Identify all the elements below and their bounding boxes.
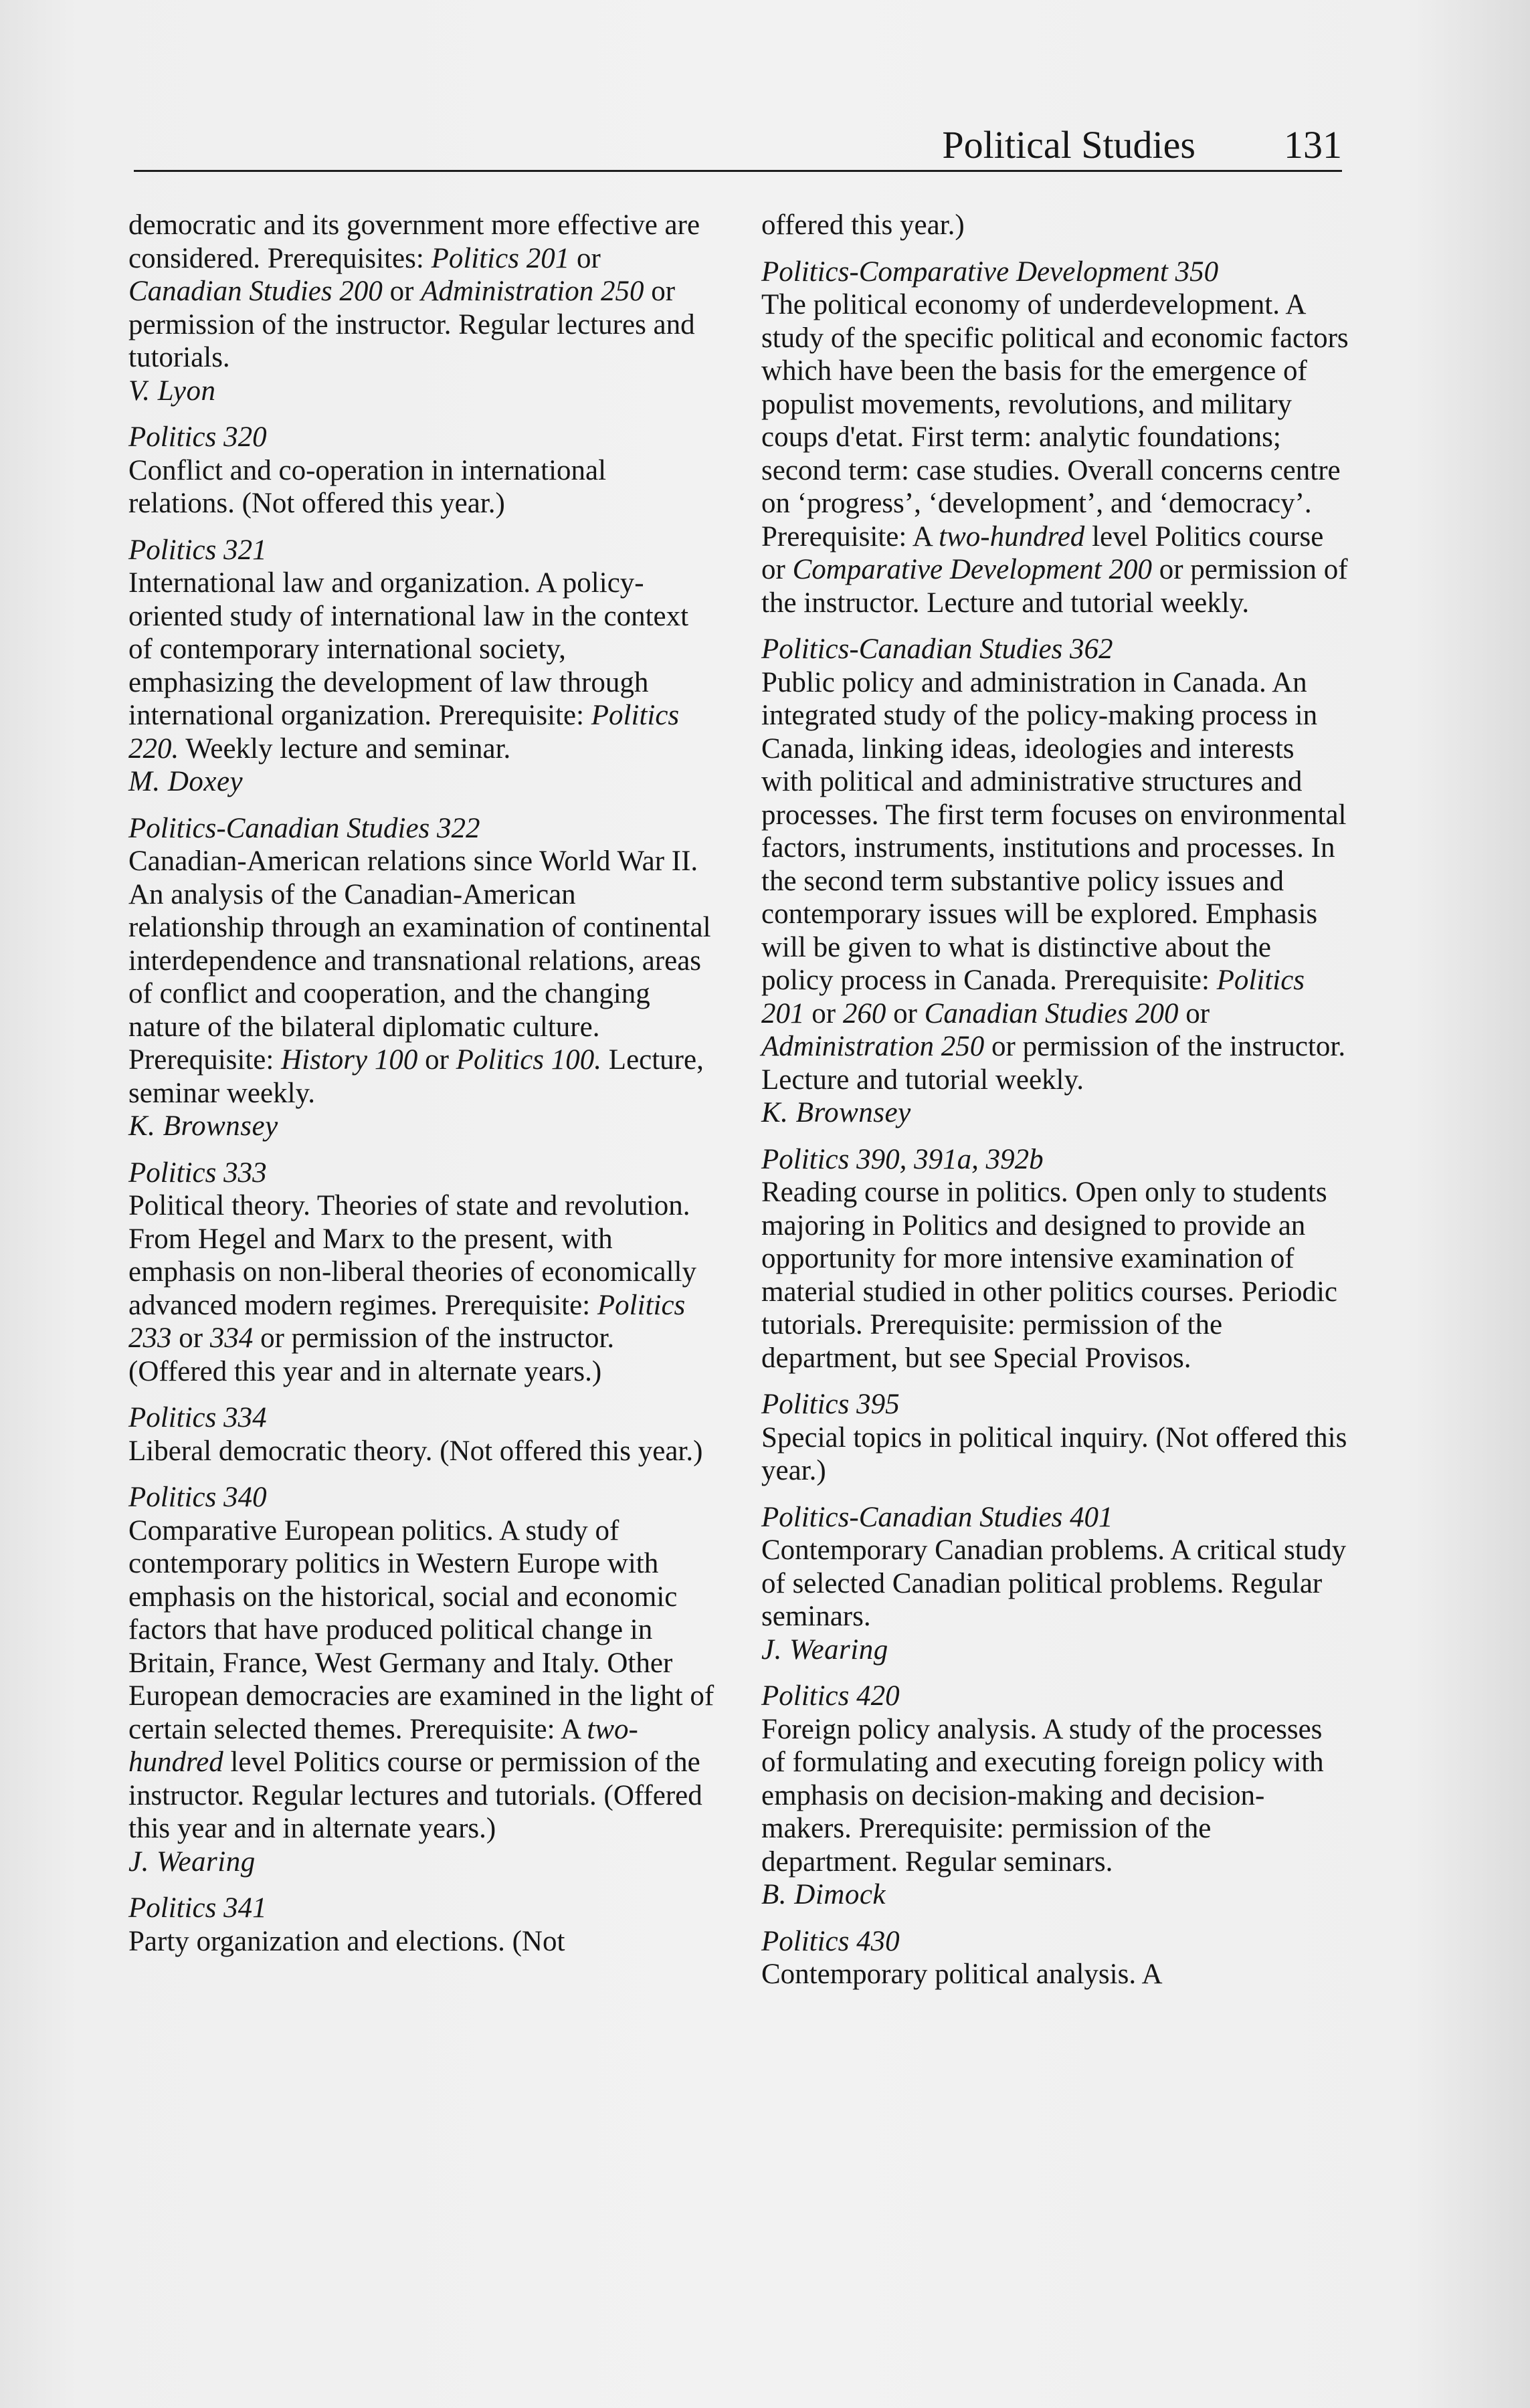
description-text: Conflict and co-operation in international relations. (Not offered this year.): [128, 454, 607, 519]
course-entry-continuation: [128, 209, 717, 407]
course-description: [128, 845, 717, 1110]
description-text: Comparative European politics. A study of contemporary politics in Western Europe with emphasis on the historical, social and economic factors that have produced political change in Britain, France, West Germany and Italy. Other European democracies are examined in the light of certain selected themes. Prerequisite: A: [128, 1514, 714, 1745]
description-text: Special topics in political inquiry. (Not offered this year.): [761, 1421, 1347, 1486]
course-reference: two-hundred: [939, 520, 1085, 553]
description-text: Liberal democratic theory. (Not offered this year.): [128, 1435, 703, 1467]
header-rule: [134, 170, 1342, 172]
course-reference: Politics 201: [761, 965, 1305, 1029]
description-text: Lecture, seminar weekly.: [128, 1044, 704, 1109]
description-text: or: [171, 1322, 210, 1354]
course-description: [761, 1534, 1350, 1633]
course-reference: Politics 201: [431, 242, 570, 274]
course-title: Politics-Canadian Studies 322: [128, 812, 480, 844]
description-text: Reading course in politics. Open only to students majoring in Politics and designed to provide an opportunity for more intensive examination of material studied in other politics courses. Periodic tutorials. Prerequisite: permission of the department, but see Special Provisos.: [761, 1177, 1337, 1374]
page-header: [134, 112, 1342, 165]
course-entry: [128, 1401, 717, 1468]
course-entry: [761, 1501, 1350, 1667]
description-text: Contemporary political analysis. A: [761, 1959, 1163, 1990]
description-text: or: [417, 1044, 456, 1076]
course-title: Politics 334: [128, 1402, 267, 1433]
running-title: Political Studies: [942, 123, 1196, 167]
description-text: level Politics course or permission of the instructor. Regular lectures and tutorials. (Offered this year and in alternate years.): [128, 1746, 702, 1844]
description-text: Weekly lecture and seminar.: [179, 732, 511, 765]
course-title: Politics-Canadian Studies 401: [761, 1501, 1113, 1533]
description-text: Public policy and administration in Canada. An integrated study of the policy-making process in Canada, linking ideas, ideologies and interests with political and administrative structures and processes. The first term focuses on environmental factors, instruments, institutions and processes. In the second term substantive policy issues and contemporary issues will be explored. Emphasis will be given to what is distinctive about the policy process in Canada. Prerequisite:: [761, 666, 1347, 996]
course-entry: [128, 421, 717, 520]
course-title: Politics-Comparative Development 350: [761, 256, 1219, 288]
course-description: [761, 1176, 1350, 1375]
course-title: Politics 390, 391a, 392b: [761, 1143, 1044, 1175]
course-title: Politics 321: [128, 534, 267, 566]
description-text: offered this year.): [761, 209, 965, 241]
course-reference: 334: [209, 1322, 254, 1354]
course-description: [761, 288, 1350, 619]
course-entry: [128, 1157, 717, 1389]
description-text: democratic and its government more effective are considered. Prerequisites:: [128, 209, 700, 274]
description-text: or permission of the instructor. (Offered this year and in alternate years.): [128, 1322, 615, 1387]
course-description: [761, 1958, 1350, 1991]
description-text: or: [382, 276, 421, 307]
description-text: Canadian-American relations since World War II. An analysis of the Canadian-American relationship through an examination of continental interdependence and transnational relations, areas of conflict and cooperation, and the changing nature of the bilateral diplomatic culture. Prerequisite:: [128, 845, 711, 1076]
description-text: or: [886, 997, 925, 1029]
left-column: [128, 209, 717, 1971]
course-description: [761, 666, 1350, 1097]
course-description: [128, 1435, 717, 1468]
description-text: or: [569, 242, 601, 274]
course-reference: History 100: [281, 1044, 418, 1076]
course-entry-continuation: [761, 209, 1350, 242]
course-description: [128, 567, 717, 765]
course-description: [128, 454, 717, 520]
description-text: Contemporary Canadian problems. A critical study of selected Canadian political problems. Regular seminars.: [761, 1534, 1347, 1632]
description-text: or: [804, 997, 843, 1029]
course-description: [761, 1421, 1350, 1488]
course-instructor: M. Doxey: [128, 766, 244, 797]
course-description: [128, 1189, 717, 1388]
course-instructor: K. Brownsey: [761, 1097, 911, 1128]
course-instructor: J. Wearing: [761, 1633, 888, 1666]
description-text: International law and organization. A policy-oriented study of international law in the context of contemporary international society, emphasizing the development of law through international organization. Prerequisite:: [128, 567, 689, 731]
course-title: Politics 333: [128, 1157, 267, 1189]
course-entry: [128, 812, 717, 1143]
course-title: Politics 420: [761, 1680, 900, 1712]
course-title: Politics 340: [128, 1482, 267, 1513]
course-description: [128, 209, 717, 375]
course-reference: Politics 100.: [456, 1044, 602, 1076]
course-entry: [761, 1680, 1350, 1912]
description-text: or permission of the instructor. Lecture and tutorial weekly.: [761, 554, 1348, 619]
course-entry: [128, 1892, 717, 1958]
course-title: Politics 430: [761, 1925, 900, 1957]
description-text: Political theory. Theories of state and revolution. From Hegel and Marx to the present, with emphasis on non-liberal theories of economically advanced modern regimes. Prerequisite:: [128, 1190, 696, 1321]
description-text: The political economy of underdevelopment. A study of the specific political and economic factors which have been the basis for the emergence of populist movements, revolutions, and military coups d'etat. First term: analytic foundations; second term: case studies. Overall concerns centre on ‘progress’, ‘development’, and ‘democracy’. Prerequisite: A: [761, 289, 1349, 553]
course-reference: Politics 220.: [128, 700, 680, 765]
course-title: Politics 341: [128, 1892, 267, 1924]
course-description: [128, 1925, 717, 1959]
course-entry: [128, 534, 717, 799]
description-text: or permission of the instructor. Lecture and tutorial weekly.: [761, 1031, 1346, 1096]
course-description: [761, 1713, 1350, 1879]
course-reference: Politics 233: [128, 1289, 686, 1354]
course-title: Politics 395: [761, 1389, 900, 1420]
course-description: [128, 1514, 717, 1845]
page-number: 131: [1284, 123, 1342, 167]
course-reference: Canadian Studies 200: [128, 276, 383, 307]
course-title: Politics 320: [128, 421, 267, 453]
course-entry: [761, 1143, 1350, 1375]
course-entry: [128, 1481, 717, 1878]
course-instructor: V. Lyon: [128, 375, 216, 407]
course-reference: Canadian Studies 200: [924, 997, 1179, 1029]
description-text: Party organization and elections. (Not: [128, 1925, 565, 1957]
description-text: or: [1178, 997, 1210, 1029]
course-reference: Comparative Development 200: [792, 554, 1152, 585]
course-entry: [761, 256, 1350, 620]
description-text: or permission of the instructor. Regular lectures and tutorials.: [128, 276, 695, 373]
course-reference: two-hundred: [128, 1713, 638, 1778]
course-instructor: J. Wearing: [128, 1845, 256, 1878]
course-entry: [761, 633, 1350, 1130]
course-entry: [761, 1925, 1350, 1991]
course-reference: Administration 250: [761, 1031, 985, 1062]
course-reference: 260: [842, 997, 886, 1029]
course-entry: [761, 1388, 1350, 1488]
description-text: level Politics course or: [761, 520, 1324, 585]
course-instructor: B. Dimock: [761, 1879, 886, 1910]
course-reference: Administration 250: [421, 276, 644, 307]
course-instructor: K. Brownsey: [128, 1110, 278, 1142]
description-text: Foreign policy analysis. A study of the processes of formulating and executing foreign policy with emphasis on decision-making and decision-makers. Prerequisite: permission of the department. Regular seminars.: [761, 1713, 1324, 1878]
course-description: [761, 209, 1350, 242]
course-title: Politics-Canadian Studies 362: [761, 633, 1113, 665]
right-column: [761, 209, 1350, 2005]
